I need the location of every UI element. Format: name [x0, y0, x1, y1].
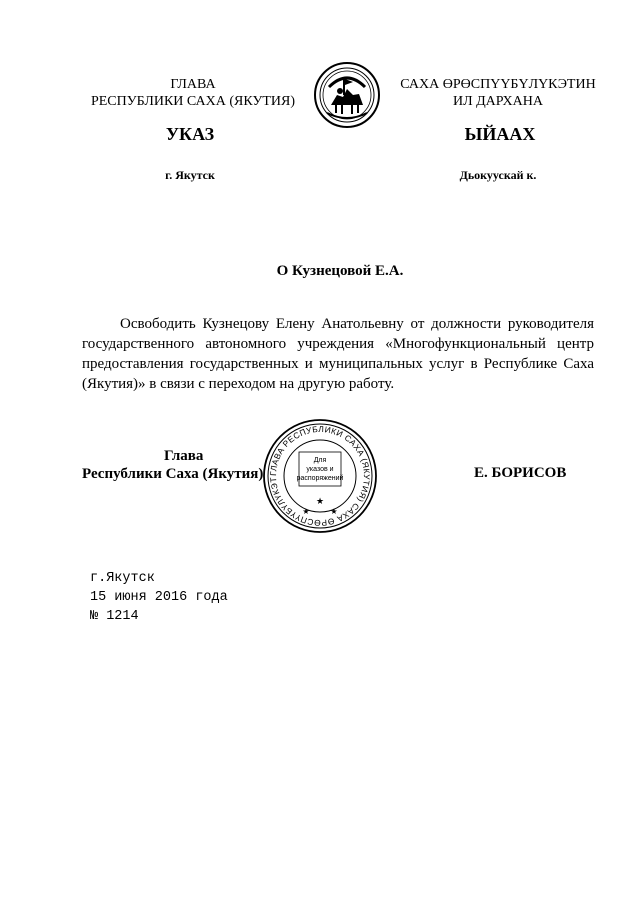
decree-body [82, 314, 594, 394]
decree-title-sakha: ЫЙААХ [464, 124, 536, 144]
seal-inner-line2: указов и [306, 466, 334, 473]
signature-title [82, 447, 282, 483]
footer-date: 15 июня 2016 года [90, 590, 228, 605]
decree-title-ru: УКАЗ [165, 124, 215, 144]
seal-inner-line3: распоряжений [296, 475, 344, 482]
svg-text:★: ★ [330, 507, 338, 516]
signature-title-line2: Республики Саха (Якутия) [82, 466, 264, 482]
decree-body-text: Освободить Кузнецову Елену Анатольевну от должности руководителя государственного автономного учреждения «Многофункциональный центр предоставления государственных и муниципальных услуг в Республике Саха (Якутия)» в связи с переходом на другую работу. [82, 316, 594, 392]
header-right-line1: САХА ӨРӨСПҮҮБҮЛҮКЭТИН [400, 77, 596, 92]
footer-number: № 1214 [90, 609, 139, 624]
footer-city: г.Якутск [90, 571, 155, 586]
official-seal-icon [262, 418, 378, 534]
seal-inner-line1: Для [313, 457, 327, 464]
header-right [396, 76, 600, 110]
decree-subject: О Кузнецовой Е.А. [276, 263, 404, 279]
signature-title-line1: Глава [164, 448, 204, 464]
svg-text:★: ★ [315, 497, 325, 507]
coat-of-arms-icon [313, 61, 381, 129]
seal-outer-text: ГЛАВА РЕСПУБЛИКИ САХА (ЯКУТИЯ) САХА ӨРӨСПҮҮБҮЛҮКЭТ [267, 423, 373, 529]
header-right-line2: ИЛ ДАРХАНА [452, 94, 543, 109]
signatory-name: Е. БОРИСОВ [474, 465, 567, 481]
city-ru: г. Якутск [165, 168, 215, 182]
header-left-line2: РЕСПУБЛИКИ САХА (ЯКУТИЯ) [90, 94, 296, 109]
header-left [80, 76, 306, 110]
svg-text:★: ★ [302, 507, 310, 516]
city-sakha: Дьокуускай к. [459, 168, 537, 182]
header-left-line1: ГЛАВА [170, 77, 216, 92]
